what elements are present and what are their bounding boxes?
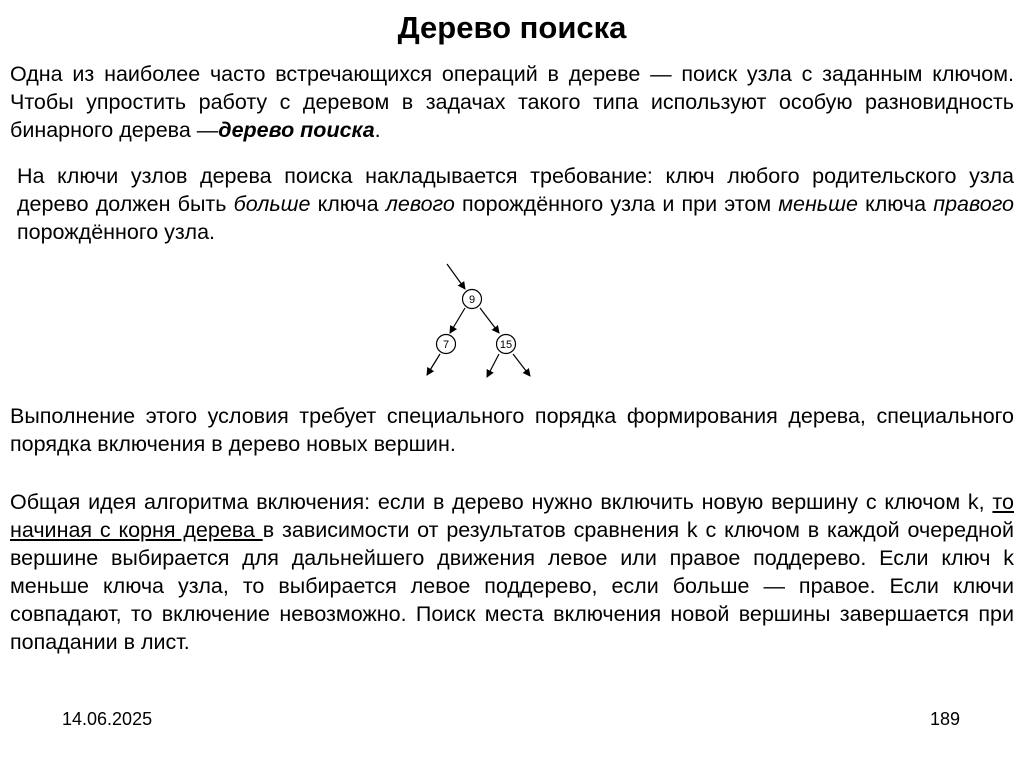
term-search-tree: дерево поиска (218, 118, 375, 142)
intro-end: . (374, 118, 381, 142)
page-number: 189 (930, 709, 961, 729)
algo-underlined: то начиная с корня дерева (10, 490, 1014, 542)
slide-title: Дерево поиска (397, 10, 627, 45)
algo-text-1: Общая идея алгоритма включения: если в дерево нужно включить новую вершину с ключом k, (10, 490, 993, 514)
req-text-3: порождённого узла и при этом (454, 192, 779, 216)
req-text-1: На ключи узлов дерева поиска накладывается требование: ключ любого родительского узла дерево должен быть (17, 164, 1014, 216)
condition-paragraph: Выполнение этого условия требует специального порядка формирования дерева, специального порядка включения в дерево новых вершин. (10, 404, 1014, 456)
req-word-left: левого (385, 192, 455, 216)
footer-date: 14.06.2025 (62, 709, 153, 729)
req-text-5: порождённого узла. (17, 220, 216, 244)
edge-root-right (480, 308, 499, 333)
algo-text-2: в зависимости от результатов сравнения k с ключом в каждой очередной вершине выбирается для дальнейшего движения левое или правое поддерево. Если ключ k меньше ключа узла, то выбирается левое поддерево, если больше — правое. Если ключи совпадают, то включение невозможно. Поиск места включения новой вершины завершается при попадании в лист. (10, 518, 1014, 654)
node-root-label: 9 (468, 294, 476, 306)
edge-right-left-leaf (487, 354, 499, 377)
intro-text: Одна из наиболее часто встречающихся операций в дереве — поиск узла с заданным ключом. Чтобы упростить работу с деревом в задачах такого типа используют особую разновидность бинарного дерева — (10, 62, 1014, 142)
node-left-label: 7 (442, 339, 450, 351)
req-text-2: ключа (310, 192, 386, 216)
intro-paragraph (10, 60, 1014, 144)
edge-root-left (450, 308, 465, 333)
req-word-less: меньше (778, 192, 858, 216)
edge-right-right-leaf (513, 354, 530, 376)
entry-arrow (447, 264, 465, 289)
requirement-paragraph (17, 162, 1014, 246)
req-word-right: правого (933, 192, 1015, 216)
edge-left-leaf (427, 354, 440, 375)
req-word-greater: больше (233, 192, 311, 216)
algorithm-paragraph (10, 488, 1014, 656)
req-text-4: ключа (857, 192, 934, 216)
node-right-label: 15 (499, 339, 513, 351)
search-tree-diagram (410, 258, 550, 388)
